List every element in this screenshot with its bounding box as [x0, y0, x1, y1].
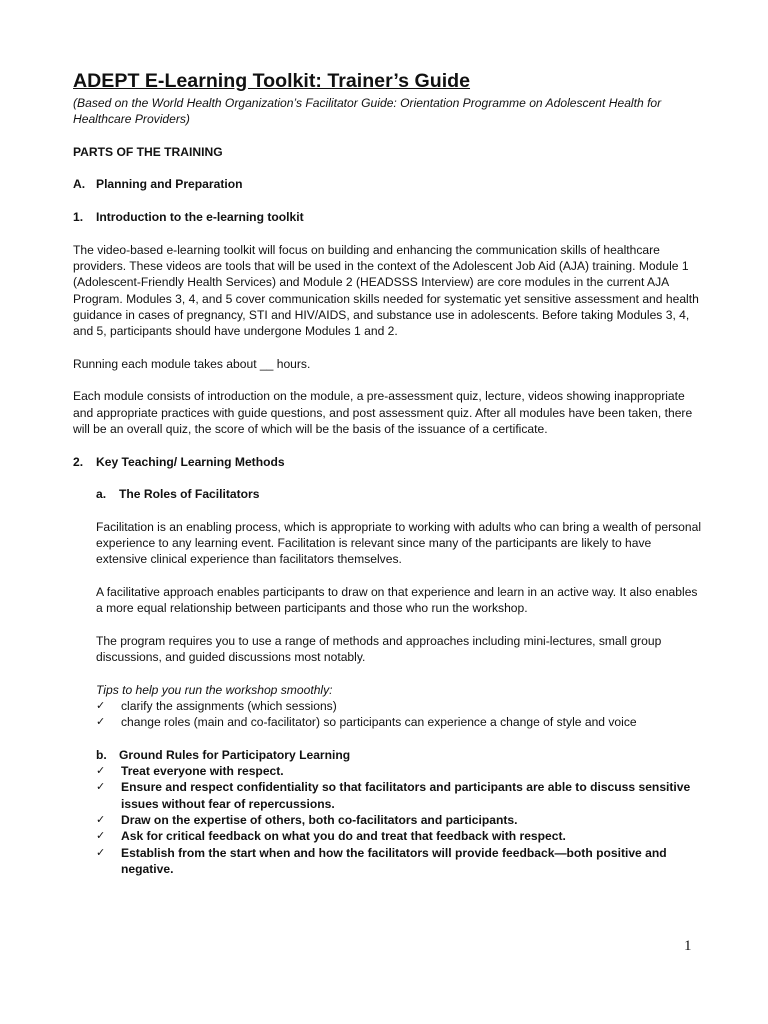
section-1-title: Introduction to the e-learning toolkit [96, 210, 304, 225]
list-item: ✓ Treat everyone with respect. [96, 764, 284, 779]
tips-list [96, 698, 703, 731]
section-a-heading [73, 176, 703, 192]
section-2-marker: 2. [73, 454, 84, 469]
subsection-a [73, 486, 703, 877]
section-1-paragraph-3: Each module consists of introduction on the module, a pre-assessment quiz, lecture, videos showing inappropriate and appropriate practices with guide questions, and post assessment quiz. After all modules have been taken, there will be an overall quiz, the score of which will be the basis of the issuance of a certificate. [73, 389, 693, 436]
list-item: ✓ Ensure and respect confidentiality so that facilitators and participants are able to discuss sensitive issues without fear of repercussions. [96, 780, 691, 811]
subsection-a-paragraph-1: Facilitation is an enabling process, which is appropriate to working with adults who can bring a wealth of personal experience to any learning event. Facilitation is relevant since many of the participants are likely to have extensive clinical experience than facilitators themselves. [96, 519, 702, 567]
subsection-a-title: The Roles of Facilitators [119, 487, 260, 502]
checkmark-icon: ✓ [96, 715, 106, 729]
section-1-marker: 1. [73, 210, 84, 225]
checkmark-icon: ✓ [96, 845, 106, 859]
section-1-heading [73, 209, 703, 225]
subsection-a-paragraph-2: A facilitative approach enables participants to draw on that experience and learn in an active way. It also enables a more equal relationship between participants and those who run the workshop. [96, 584, 698, 616]
list-item: ✓ Draw on the expertise of others, both co-facilitators and participants. [96, 813, 518, 828]
document-subtitle: (Based on the World Health Organization’s Facilitator Guide: Orientation Programme on Adolescent Health for Healthcare Providers) [73, 96, 662, 127]
checkmark-icon: ✓ [96, 780, 106, 794]
ground-rules-list [96, 763, 703, 877]
section-a-title: Planning and Preparation [96, 177, 243, 192]
list-item: ✓ clarify the assignments (which sessions) [96, 698, 337, 713]
section-2-title: Key Teaching/ Learning Methods [96, 454, 285, 469]
page-number: 1 [684, 938, 692, 954]
section-a-marker: A. [73, 177, 86, 192]
tips-intro: Tips to help you run the workshop smoothly: [96, 682, 333, 697]
subsection-b-heading [96, 747, 703, 763]
checkmark-icon: ✓ [96, 764, 106, 778]
section-2-heading [73, 454, 703, 470]
subsection-b-marker: b. [96, 747, 107, 762]
subsection-a-heading [96, 486, 703, 502]
checkmark-icon: ✓ [96, 829, 106, 843]
checkmark-icon: ✓ [96, 813, 106, 827]
section-1-paragraph-2: Running each module takes about __ hours. [73, 356, 311, 371]
section-1-paragraph-1: The video-based e-learning toolkit will focus on building and enhancing the communication skills of healthcare providers. These videos are tools that will be used in the context of the Adolescent Job Aid (AJA) training. Module 1 (Adolescent-Friendly Health Services) and Module 2 (HEADSSS Interview) are core modules in the current AJA Program. Modules 3, 4, and 5 cover communication skills needed for systematic yet sensitive assessment and health guidance in cases of pregnancy, STI and HIV/AIDS, and substance use in adolescents. Before taking Modules 3, 4, and 5, participants should have undergone Modules 1 and 2. [73, 242, 699, 339]
checkmark-icon: ✓ [96, 698, 106, 712]
list-item: ✓ Establish from the start when and how the facilitators will provide feedback—both positive and negative. [96, 845, 667, 876]
subsection-a-marker: a. [96, 487, 107, 502]
page-content [73, 70, 703, 877]
document-title: ADEPT E-Learning Toolkit: Trainer’s Guide [73, 70, 471, 92]
parts-heading: PARTS OF THE TRAINING [73, 144, 223, 159]
list-item: ✓ Ask for critical feedback on what you do and treat that feedback with respect. [96, 829, 566, 844]
list-item: ✓ change roles (main and co-facilitator) so participants can experience a change of style and voice [96, 715, 637, 730]
subsection-b-title: Ground Rules for Participatory Learning [119, 747, 351, 762]
subsection-a-paragraph-3: The program requires you to use a range of methods and approaches including mini-lectures, small group discussions, and guided discussions most notably. [96, 633, 662, 665]
